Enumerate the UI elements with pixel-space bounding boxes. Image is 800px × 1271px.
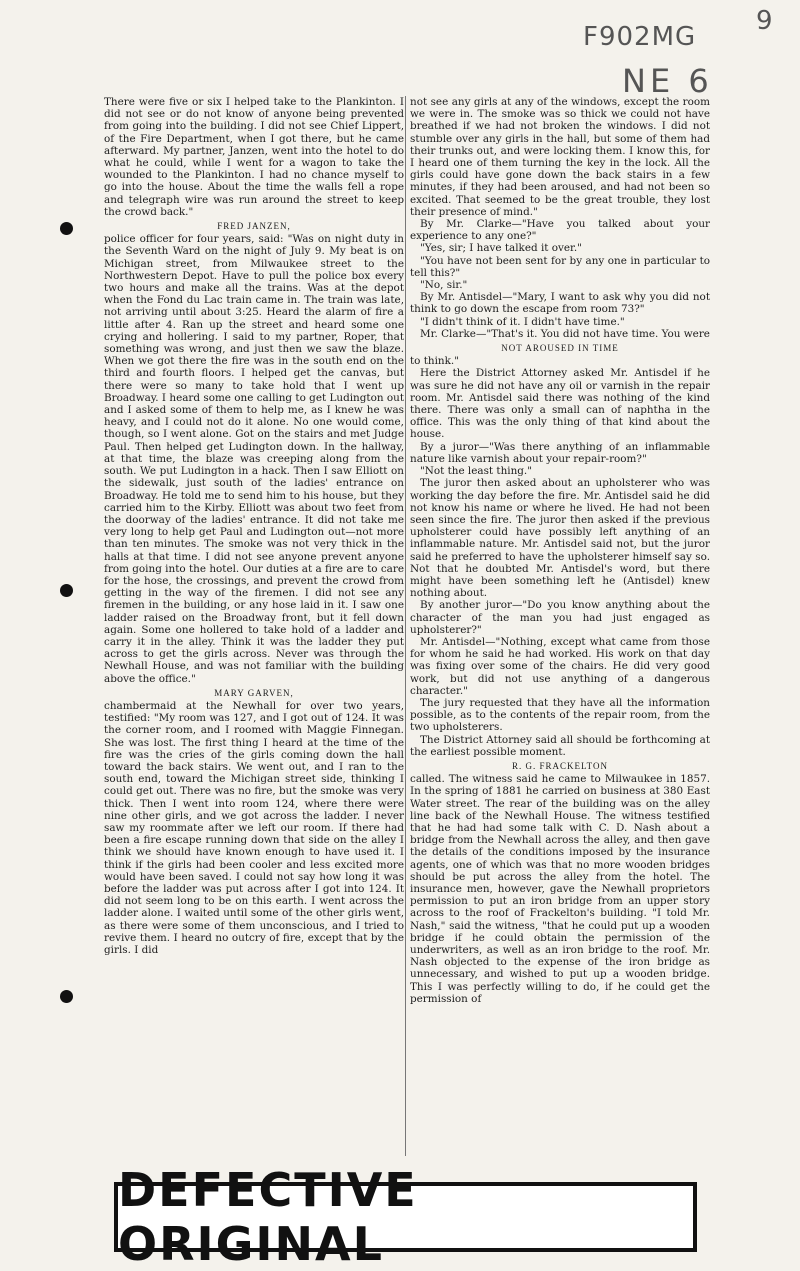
witness-heading: FRED JANZEN, — [217, 221, 291, 232]
region-tag-annotation: NE 6 — [622, 62, 713, 100]
column-left — [104, 96, 404, 956]
right-paragraph: "You have not been sent for by any one in particular to tell this?" — [410, 254, 710, 279]
right-paragraph: The jury requested that they have all the information possible, as to the contents of the repair room, from the two upholsterers. — [410, 696, 710, 734]
left-paragraph: chambermaid at the Newhall for over two years, testified: "My room was 127, and I got out of 124. It was the corner room, and I roomed with Maggie Finnegan. She was lost. The first thing I heard at the time of the fire was the cries of the girls coming down the hall toward the back stairs. We went out, and I ran to the south end, toward the Michigan street side, thinking I could get out. There was no fire, but the smoke was very thick. Then I went into room 124, where there were nine other girls, and we got across the ladder. I never saw my roommate after we left our room. If there had been a fire escape running down that side on the alley I think we should have known enough to have used it. I think if the girls had been cooler and less excited more would have been saved. I could not say how long it was before the ladder was put across after I got into 124. It did not seem long to be on this earth. I went across the ladder alone. I waited until some of the other girls went, as there were some of them unconscious, and I tried to revive them. I heard no outcry of fire, except that by the girls. I did — [104, 699, 404, 957]
right-paragraph: Mr. Antisdel—"Nothing, except what came from those for whom he said he had worked. His work on that day was fixing over some of the chairs. He did very good work, but did not use anything of a dangerous character." — [410, 635, 710, 697]
witness-heading: MARY GARVEN, — [214, 687, 294, 698]
right-paragraph: The juror then asked about an upholsterer who was working the day before the fire. Mr. Antisdel said he did not know his name or where he lived. He had not been seen since the fire. The juror then asked if the previous upholsterer could have possibly left anything of an inflammable nature. Mr. Antisdel said not, but the juror said he preferred to have the upholsterer himself say so. Not that he doubted Mr. Antisdel's word, but there might have been something left he (Antisdel) knew nothing about. — [410, 477, 710, 600]
section-heading: NOT AROUSED IN TIME — [501, 343, 619, 354]
right-paragraph: By a juror—"Was there anything of an inflammable nature like varnish about your repair-room?" — [410, 440, 710, 465]
archive-code-annotation: F902MG — [583, 22, 697, 52]
right-paragraph: "Not the least thing." — [420, 465, 533, 478]
right-paragraph: By another juror—"Do you know anything about the character of the man you had just engaged as upholsterer?" — [410, 599, 710, 636]
right-paragraph: called. The witness said he came to Milwaukee in 1857. In the spring of 1881 he carried on business at 380 East Water street. The rear of the building was on the alley line back of the Newhall House. The witness testified that he had had some talk with C. D. Nash about a bridge from the Newhall across the alley, and then gave the details of the conditions imposed by the insurance agents, one of which was that no more wooden bridges should be put across the alley from the hotel. The insurance men, however, gave the Newhall proprietors permission to put an iron bridge from an upper story across to the roof of Frackelton's building. "I told Mr. Nash," said the witness, "that he could put up a wooden bridge if he could obtain the permission of the underwriters, as well as an iron bridge to the roof. Mr. Nash objected to the expense of the iron bridge as unnecessary, and wished to put up a wooden bridge. This I was perfectly willing to do, if he could get the permission of — [410, 773, 710, 1005]
right-paragraph: "I didn't think of it. I didn't have time." — [420, 315, 625, 328]
right-paragraph: By Mr. Clarke—"Have you talked about your experience to any one?" — [410, 218, 710, 243]
left-paragraph: police officer for four years, said: "Was on night duty in the Seventh Ward on the night of July 9. My beat is on Michigan street, from Milwaukee street to the Northwestern Depot. Have to pull the police box every two hours and make all the trains. Was at the depot when the Fond du Lac train came in. The train was late, not arriving until about 3:25. Heard the alarm of fire a little after 4. Ran up the street and heard some one crying and hollering. I said to my partner, Roper, that something was wrong, and just then we saw the blaze. When we got there the fire was in the south end on the third and fourth floors. I helped get the canvas, but there were so many to take hold that I went up Broadway. I heard some one calling to get Ludington out and I asked some of them to help me, as I knew he was heavy, and I could not do it alone. No one would come, though, so I went alone. Got on the stairs and met Judge Paul. Then helped get Ludington down. In the hallway, at that time, the blaze was creeping along from the south. We put Ludington in a hack. Then I saw Elliott on the sidewalk, just south of the ladies' entrance on Broadway. He told me to send him to his house, but they carried him to the Kirby. Elliott was about two feet from the doorway of the ladies' entrance. It did not take me very long to help get Paul and Ludington out—not more than ten minutes. The smoke was not very thick in the halls at that time. I did not see anyone prevent anyone from going into the hotel. Our duties at a fire are to care for the hose, the crossings, and prevent the crowd from getting in the way of the firemen. I did not see any firemen in the building, or any hose laid in it. I saw one ladder raised on the Broadway front, but it fell down again. Some one hollered to take hold of a ladder and carry it in the alley. Think it was the ladder they put across to get the girls across. Never was through the Newhall House, and was not familiar with the building above the office." — [104, 233, 404, 685]
left-paragraph: There were five or six I helped take to the Plankinton. I did not see or do not know of anyone being prevented from going into the building. I did not see Chief Lippert, of the Fire Department, when I got there, but he came afterward. My partner, Janzen, went into the hotel to do what he could, while I went for a wagon to take the wounded to the Plankinton. I had no chance myself to go into the house. About the time the walls fell a rope and telegraph wire was run around the street to keep the crowd back." — [104, 96, 404, 218]
right-paragraph: By Mr. Antisdel—"Mary, I want to ask why you did not think to go down the escape from room 73?" — [410, 291, 710, 316]
defective-original-stamp: DEFECTIVE ORIGINAL — [114, 1182, 697, 1252]
right-paragraph: The District Attorney said all should be forthcoming at the earliest possible moment. — [410, 733, 710, 758]
right-paragraph: "Yes, sir; I have talked it over." — [420, 242, 582, 255]
right-paragraph: Here the District Attorney asked Mr. Antisdel if he was sure he did not have any oil or varnish in the repair room. Mr. Antisdel said there was nothing of the kind there. There was only a small can of naphtha in the office. This was the only thing of that kind about the house. — [410, 367, 710, 441]
binder-hole-bottom — [60, 990, 73, 1003]
column-rule — [405, 96, 406, 1156]
witness-heading: R. G. FRACKELTON — [511, 760, 608, 771]
right-paragraph: to think." — [410, 355, 459, 368]
column-right — [410, 96, 710, 1005]
right-paragraph: Mr. Clarke—"That's it. You did not have time. You were — [420, 327, 710, 340]
right-paragraph: "No, sir." — [420, 279, 468, 292]
binder-hole-top — [60, 222, 73, 235]
right-paragraph: not see any girls at any of the windows, except the room we were in. The smoke was so thick we could not have breathed if we had not broken the windows. I did not stumble over any girls in the hall, but some of them had their trunks out, and were locking them. I know this, for I heard one of them turning the key in the lock. All the girls could have gone down the back stairs in a few minutes, if they had been aroused, and had not been so excited. That seemed to be the great trouble, they lost their presence of mind." — [410, 96, 710, 218]
binder-hole-middle — [60, 584, 73, 597]
page-number-annotation: 9 — [756, 6, 773, 36]
